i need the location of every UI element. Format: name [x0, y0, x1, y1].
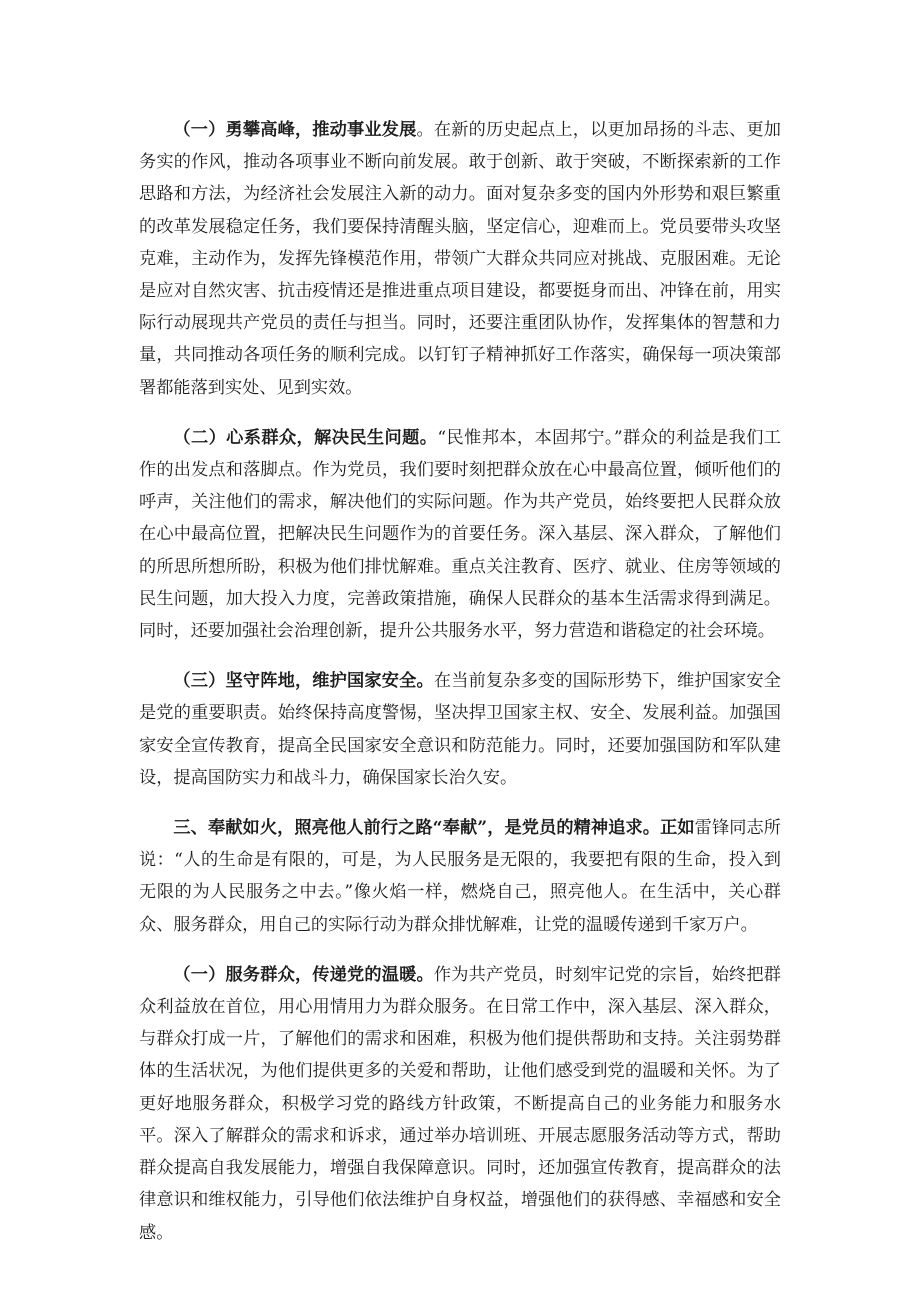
paragraph-heading: （一）服务群众，传递党的温暖。: [173, 964, 434, 985]
paragraph-heading: 三、奉献如火，照亮他人前行之路“奉献”，是党员的精神追求。正如: [173, 818, 695, 839]
paragraph-text: 。在新的历史起点上，以更加昂扬的斗志、更加务实的作风，推动各项事业不断向前发展。敢于创新、敢于突破，不断探索新的工作思路和方法，为经济社会发展注入新的动力。面对复杂多变的国内外形势和艰巨繁重的改革发展稳定任务，我们要保持清醒头脑，坚定信心，迎难而上。党员要带头攻坚克难，主动作为，发挥先锋模范作用，带领广大群众共同应对挑战、克服困难。无论是应对自然灾害、抗击疫情还是推进重点项目建设，都要挺身而出、冲锋在前，用实际行动展现共产党员的责任与担当。同时，还要注重团队协作，发挥集体的智慧和力量，共同推动各项任务的顺利完成。以钉钉子精神抓好工作落实，确保每一项决策部署都能落到实处、见到实效。: [139, 120, 781, 398]
paragraph-heading: （一）勇攀高峰，推动事业发展: [173, 120, 417, 140]
document-body: [139, 114, 781, 1267]
paragraph-text: 雷锋同志所说：“人的生命是有限的，可是，为人民服务是无限的，我要把有限的生命，投入到无限的为人民服务之中去。”像火焰一样，燃烧自己，照亮他人。在生活中，关心群众、服务群众，用自己的实际行动为群众排忧解难，让党的温暖传递到千家万户。: [139, 818, 781, 935]
paragraph-section-3-1: [139, 959, 781, 1249]
paragraph-text: 作为共产党员，时刻牢记党的宗旨，始终把群众利益放在首位，用心用情用力为群众服务。在日常工作中，深入基层、深入群众，与群众打成一片，了解他们的需求和困难，积极为他们提供帮助和支持。关注弱势群体的生活状况，为他们提供更多的关爱和帮助，让他们感受到党的温暖和关怀。为了更好地服务群众，积极学习党的路线方针政策，不断提高自己的业务能力和服务水平。深入了解群众的需求和诉求，通过举办培训班、开展志愿服务活动等方式，帮助群众提高自我发展能力，增强自我保障意识。同时，还加强宣传教育，提高群众的法律意识和维权能力，引导他们依法维护自身权益，增强他们的获得感、幸福感和安全感。: [139, 964, 781, 1243]
paragraph-heading: （二）心系群众，解决民生问题。: [173, 427, 438, 448]
paragraph-text: 在当前复杂多变的国际形势下，维护国家安全是党的重要职责。始终保持高度警惕，坚决捍卫国家主权、安全、发展利益。加强国家安全宣传教育，提高全民国家安全意识和防范能力。同时，还要加强国防和军队建设，提高国防实力和战斗力，确保国家长治久安。: [139, 671, 781, 788]
paragraph-section-3: [139, 665, 781, 794]
paragraph-chapter-3: [139, 812, 781, 941]
paragraph-text: “民惟邦本，本固邦宁。”群众的利益是我们工作的出发点和落脚点。作为党员，我们要时刻把群众放在心中最高位置，倾听他们的呼声，关注他们的需求，解决他们的实际问题。作为共产党员，始终要把人民群众放在心中最高位置，把解决民生问题作为的首要任务。深入基层、深入群众，了解他们的所思所想所盼，积极为他们排忧解难。重点关注教育、医疗、就业、住房等领域的民生问题，加大投入力度，完善政策措施，确保人民群众的基本生活需求得到满足。同时，还要加强社会治理创新，提升公共服务水平，努力营造和谐稳定的社会环境。: [139, 427, 781, 642]
paragraph-heading: （三）坚守阵地，维护国家安全。: [173, 671, 434, 692]
paragraph-section-1: [139, 114, 781, 404]
paragraph-section-2: [139, 422, 781, 647]
